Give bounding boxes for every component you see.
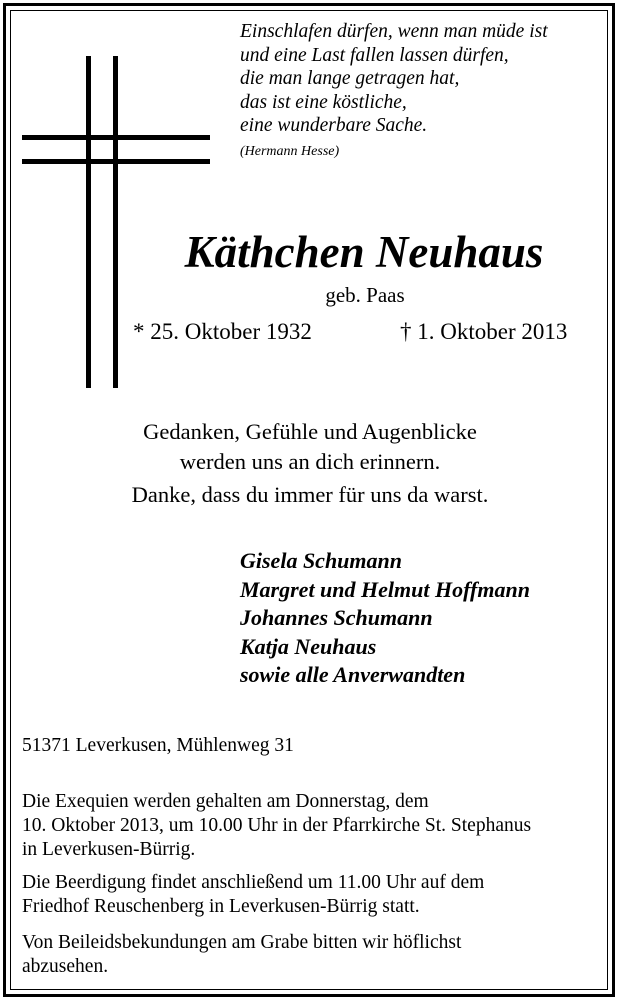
notice-line: 10. Oktober 2013, um 10.00 Uhr in der Pfarrkirche St. Stephanus (22, 815, 532, 836)
notice-line: Die Beerdigung findet anschließend um 11.00 Uhr auf dem (22, 872, 485, 893)
poem-line: eine wunderbare Sache. (240, 115, 428, 136)
exequien-notice (22, 790, 612, 862)
mourners-list (240, 547, 530, 690)
notice-line: in Leverkusen-Bürrig. (22, 839, 196, 860)
death-date: † 1. Oktober 2013 (400, 319, 568, 344)
poem-line: das ist eine köstliche, (240, 91, 407, 113)
notice-line: abzusehen. (22, 956, 109, 977)
deceased-name: Käthchen Neuhaus (184, 227, 544, 277)
mourner-name: Johannes Schumann (240, 605, 433, 630)
family-address: 51371 Leverkusen, Mühlenweg 31 (22, 735, 294, 756)
poem-line: und eine Last fallen lassen dürfen, (240, 44, 509, 66)
notice-line: Friedhof Reuschenberg in Leverkusen-Bürrig statt. (22, 896, 420, 917)
condolence-notice (22, 931, 612, 979)
cross-horizontal-bar-top (22, 135, 210, 140)
mourner-name: Katja Neuhaus (240, 633, 377, 659)
mourner-name: sowie alle Anverwandten (240, 662, 466, 687)
mourner-name: Margret und Helmut Hoffmann (240, 576, 530, 602)
thanks-line: Danke, dass du immer für uns da warst. (131, 482, 489, 507)
poem-line: Einschlafen dürfen, wenn man müde ist (240, 21, 548, 42)
verse-line: Gedanken, Gefühle und Augenblicke (143, 419, 477, 444)
mourner-name: Gisela Schumann (240, 548, 402, 573)
cross-vertical-bar-right (113, 56, 118, 388)
memorial-verse (90, 417, 530, 477)
notice-line: Von Beileidsbekundungen am Grabe bitten wir höflichst (22, 932, 462, 953)
birth-name: geb. Paas (325, 283, 405, 307)
verse-line: werden uns an dich erinnern. (179, 449, 441, 474)
notice-line: Die Exequien werden gehalten am Donnerstag, dem (22, 791, 429, 812)
poem (240, 20, 600, 162)
cross-horizontal-bar-bottom (22, 159, 210, 164)
poem-line: die man lange getragen hat, (240, 68, 460, 89)
birth-date: * 25. Oktober 1932 (133, 319, 312, 344)
poem-author: (Hermann Hesse) (240, 143, 340, 159)
burial-notice (22, 871, 612, 919)
cross-vertical-bar-left (86, 56, 91, 388)
